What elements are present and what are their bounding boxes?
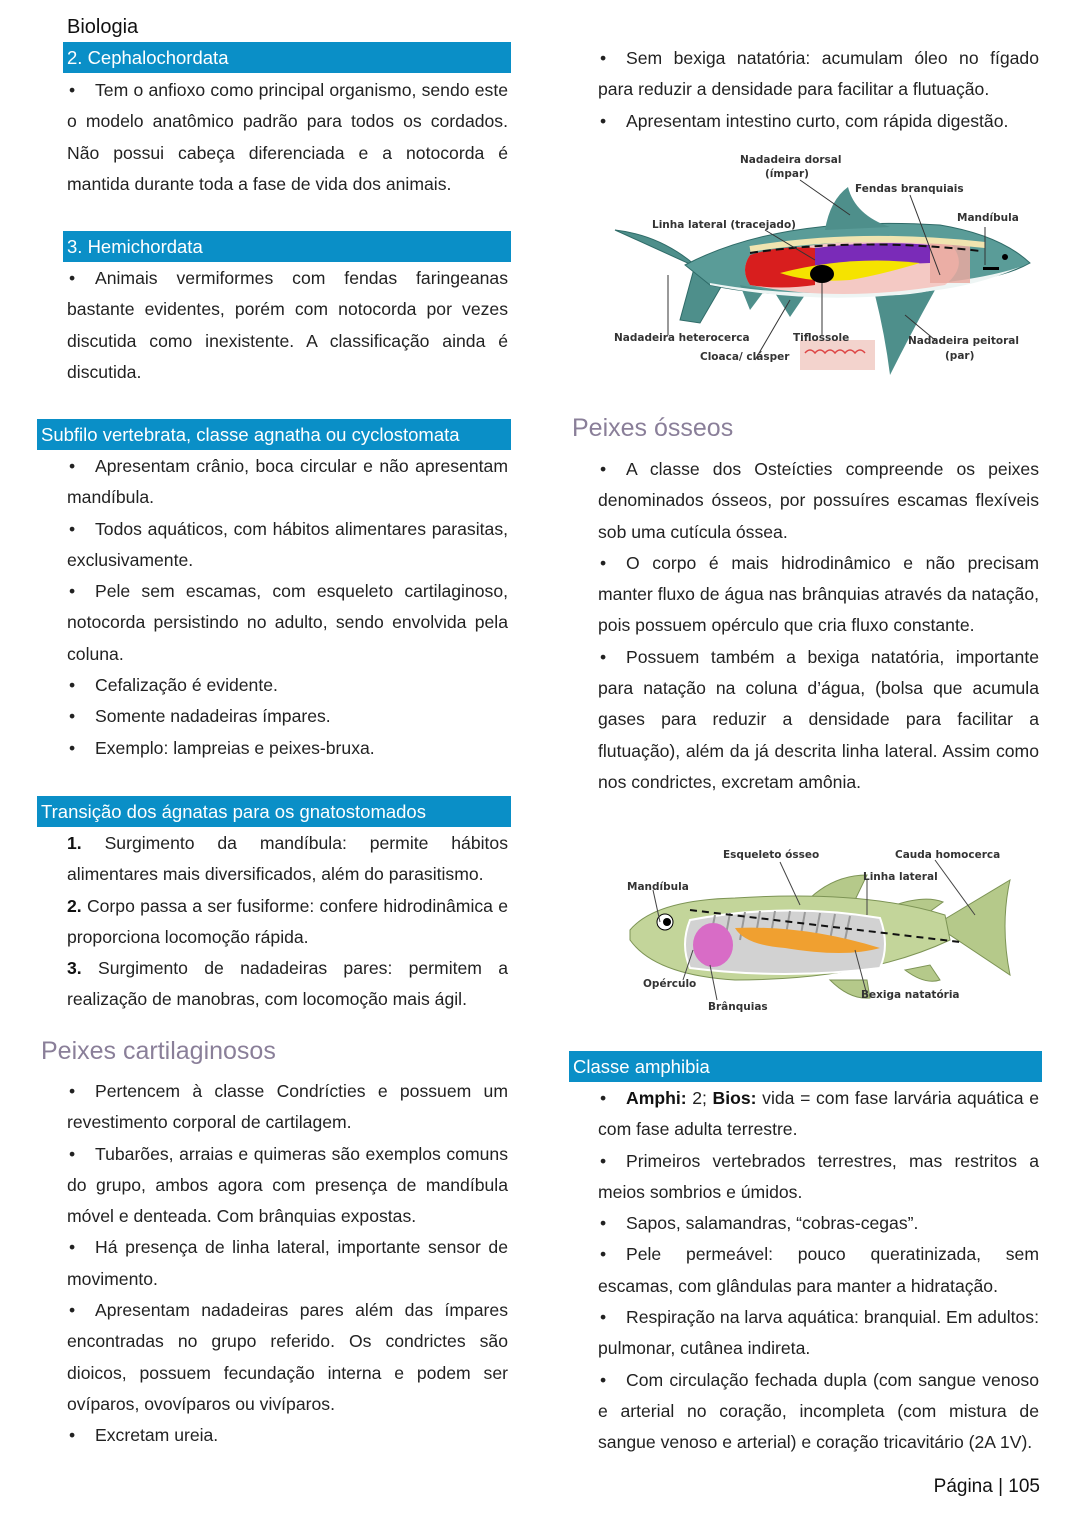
bullet-item xyxy=(598,1083,1039,1146)
item-text: Surgimento de nadadeiras pares: permitem a realização de manobras, com locomoção mais ágil. xyxy=(67,958,509,1010)
numbered-item xyxy=(67,891,508,954)
page-number: Página | 105 xyxy=(933,1476,1040,1497)
bullet-item: • Tem o anfioxo como principal organismo, sendo este o modelo anatômico padrão para todos os cordados. Não possui cabeça diferenciada e a notocorda é mantida durante toda a fase de vida dos animais. xyxy=(67,75,508,200)
heading-agnatha: Subfilo vertebrata, classe agnatha ou cyclostomata xyxy=(37,419,511,450)
bullet-item: • Com circulação fechada dupla (com sangue venoso e arterial no coração, incompleta (com mistura de sangue venoso e arterial) e coração tricavitário (2A 1V). xyxy=(598,1365,1039,1459)
bullet-item: • Excretam ureia. xyxy=(67,1420,508,1451)
bullet-item: • Possuem também a bexiga natatória, importante para natação na coluna d’água, (bolsa que acumula gases para reduzir a densidade para facilitar a flutuação), além da já descrita linha lateral. Assim como nos condrictes, excretam amônia. xyxy=(598,642,1039,798)
paragraph-amphibia xyxy=(598,1083,1039,1459)
label-nadadeira-dorsal: Nadadeira dorsal xyxy=(740,154,842,166)
bullet-item: • Pele permeável: pouco queratinizada, sem escamas, com glândulas para manter a hidratação. xyxy=(598,1239,1039,1302)
paragraph-agnatha xyxy=(67,451,508,764)
label-mandibula: Mandíbula xyxy=(627,881,689,893)
label-bexiga-natatoria: Bexiga natatória xyxy=(861,989,960,1001)
label-par: (par) xyxy=(945,350,975,362)
bullet-item: • Pertencem à classe Condrícties e possuem um revestimento corporal de cartilagem. xyxy=(67,1076,508,1139)
section-title-osseos: Peixes ósseos xyxy=(572,414,734,442)
term-bios: Bios: xyxy=(712,1088,757,1108)
label-nadadeira-peitoral: Nadadeira peitoral xyxy=(908,335,1019,347)
label-impar: (ímpar) xyxy=(765,168,809,180)
text-segment: vida = com fase larvária aquática e com fase adulta terrestre. xyxy=(598,1088,1040,1140)
item-number: 3. xyxy=(67,958,82,979)
bullet-item: • Somente nadadeiras ímpares. xyxy=(67,701,508,732)
paragraph-cartilaginosos xyxy=(67,1076,508,1452)
label-cloaca: Cloaca/ clásper xyxy=(700,351,790,363)
item-number: 1. xyxy=(67,833,82,853)
term-amphi: Amphi: xyxy=(626,1088,687,1108)
label-esqueleto-osseo: Esqueleto ósseo xyxy=(723,849,820,861)
bullet-item: • Cefalização é evidente. xyxy=(67,670,508,701)
bullet-item: • Todos aquáticos, com hábitos alimentares parasitas, exclusivamente. xyxy=(67,514,508,577)
text-segment: 2; xyxy=(686,1088,713,1108)
bullet-item: • Apresentam crânio, boca circular e não apresentam mandíbula. xyxy=(67,451,508,514)
bullet-item: • Primeiros vertebrados terrestres, mas restritos a meios sombrios e úmidos. xyxy=(598,1146,1039,1209)
paragraph-hemichordata xyxy=(67,263,508,388)
label-linha-lateral: Linha lateral (tracejado) xyxy=(652,219,796,231)
bullet-item: • Exemplo: lampreias e peixes-bruxa. xyxy=(67,733,508,764)
bullet-item: • Apresentam nadadeiras pares além das ímpares encontradas no grupo referido. Os condrictes são dioicos, possuem fecundação interna e podem ser ovíparos, ovovíparos ou vivíparos. xyxy=(67,1295,508,1420)
heading-amphibia: Classe amphibia xyxy=(569,1051,1042,1082)
bullet-item: • O corpo é mais hidrodinâmico e não precisam manter fluxo de água nas brânquias através da natação, pois possuem opérculo que cria fluxo constante. xyxy=(598,548,1039,642)
paragraph-cartilaginosos-cont xyxy=(598,43,1039,137)
bullet-item: • Pele sem escamas, com esqueleto cartilaginoso, notocorda persistindo no adulto, sendo envolvida pela coluna. xyxy=(67,576,508,670)
bony-fish-anatomy-diagram xyxy=(605,840,1035,1020)
paragraph-osseos xyxy=(598,454,1039,798)
label-fendas-branquiais: Fendas branquiais xyxy=(855,183,964,195)
bullet-item: • Tubarões, arraias e quimeras são exemplos comuns do grupo, ambos agora com presença de mandíbula móvel e denteada. Com brânquias expostas. xyxy=(67,1139,508,1233)
numbered-item xyxy=(67,828,508,891)
bullet-item: • Apresentam intestino curto, com rápida digestão. xyxy=(598,106,1039,137)
heading-cephalochordata: 2. Cephalochordata xyxy=(63,42,511,73)
item-text: Surgimento da mandíbula: permite hábitos alimentares mais diversificados, além do parasitismo. xyxy=(67,833,509,885)
bullet-item: • Respiração na larva aquática: branquial. Em adultos: pulmonar, cutânea indireta. xyxy=(598,1302,1039,1365)
document-header-title: Biologia xyxy=(67,16,139,38)
paragraph-cephalochordata xyxy=(67,75,508,200)
label-operculo: Opérculo xyxy=(643,978,697,990)
bullet-item: • Animais vermiformes com fendas faringeanas bastante evidentes, porém com notocorda por vezes discutida como inexistente. A classificação ainda é discutida. xyxy=(67,263,508,388)
bullet-item: • Sapos, salamandras, “cobras-cegas”. xyxy=(598,1208,1039,1239)
label-nadadeira-heterocerca: Nadadeira heterocerca xyxy=(614,332,750,344)
numbered-item xyxy=(67,953,508,1016)
label-mandibula: Mandíbula xyxy=(957,212,1019,224)
item-text: Corpo passa a ser fusiforme: confere hidrodinâmica e proporciona locomoção rápida. xyxy=(67,895,508,947)
bullet-item: • Sem bexiga natatória: acumulam óleo no fígado para reduzir a densidade para facilitar a flutuação. xyxy=(598,43,1039,106)
label-cauda-homocerca: Cauda homocerca xyxy=(895,849,1001,861)
shark-anatomy-diagram xyxy=(600,145,1040,385)
label-branquias: Brânquias xyxy=(708,1001,768,1013)
heading-hemichordata: 3. Hemichordata xyxy=(63,231,511,262)
bullet-item: • A classe dos Osteícties compreende os peixes denominados ósseos, por possuíres escamas flexíveis sob uma cutícula óssea. xyxy=(598,454,1039,548)
section-title-cartilaginosos: Peixes cartilaginosos xyxy=(41,1037,276,1065)
label-linha-lateral: Linha lateral xyxy=(863,871,938,883)
item-number: 2. xyxy=(67,895,82,916)
bullet-item: • Há presença de linha lateral, importante sensor de movimento. xyxy=(67,1232,508,1295)
numbered-list-transicao xyxy=(67,828,508,1016)
heading-transicao: Transição dos ágnatas para os gnatostomados xyxy=(37,796,511,827)
label-tiflossole: Tiflossole xyxy=(793,332,850,344)
